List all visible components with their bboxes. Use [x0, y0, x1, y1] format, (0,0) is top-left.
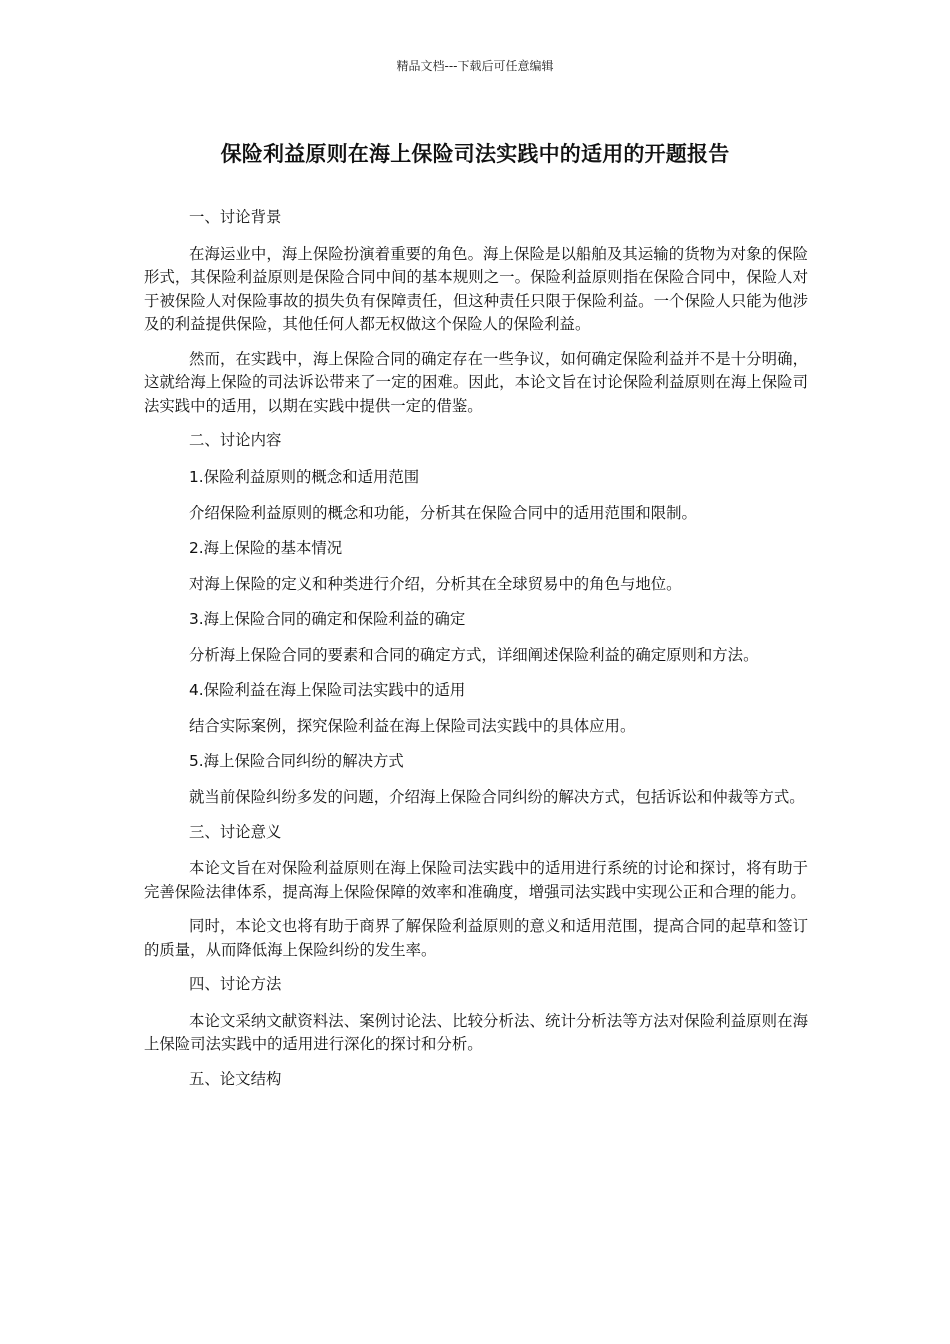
subheading: 2.海上保险的基本情况 [189, 538, 343, 557]
page-header: 精品文档---下载后可任意编辑 [396, 59, 554, 73]
section-heading-method: 四、讨论方法 [189, 975, 282, 993]
section-heading-significance: 三、讨论意义 [189, 822, 282, 841]
subheading: 5.海上保险合同纠纷的解决方式 [189, 751, 404, 770]
paragraph: 介绍保险利益原则的概念和功能，分析其在保险合同中的适用范围和限制。 [189, 504, 697, 522]
document-title: 保险利益原则在海上保险司法实践中的适用的开题报告 [220, 142, 730, 166]
section-heading-background: 一、讨论背景 [189, 208, 282, 226]
subheading: 1.保险利益原则的概念和适用范围 [189, 467, 420, 486]
subheading: 3.海上保险合同的确定和保险利益的确定 [189, 609, 466, 628]
paragraph: 在海运业中，海上保险扮演着重要的角色。海上保险是以船舶及其运输的货物为对象的保险形式，其保险利益原则是保险合同中间的基本规则之一。保险利益原则指在保险合同中，保险人对于被保险人对保险事故的损失负有保障责任，但这种责任只限于保险利益。一个保险人只能为他涉及的利益提供保险，其他任何人都无权做这个保险人的保险利益。 [144, 244, 808, 333]
paragraph: 就当前保险纠纷多发的问题，介绍海上保险合同纠纷的解决方式，包括诉讼和仲裁等方式。 [189, 788, 805, 806]
paragraph: 分析海上保险合同的要素和合同的确定方式，详细阐述保险利益的确定原则和方法。 [189, 646, 759, 664]
paragraph: 对海上保险的定义和种类进行介绍，分析其在全球贸易中的角色与地位。 [189, 575, 682, 593]
section-heading-structure: 五、论文结构 [189, 1069, 282, 1088]
paragraph: 同时，本论文也将有助于商界了解保险利益原则的意义和适用范围，提高合同的起草和签订的质量，从而降低海上保险纠纷的发生率。 [144, 917, 808, 959]
paragraph: 结合实际案例，探究保险利益在海上保险司法实践中的具体应用。 [189, 717, 636, 735]
subheading: 4.保险利益在海上保险司法实践中的适用 [189, 680, 466, 699]
paragraph: 本论文旨在对保险利益原则在海上保险司法实践中的适用进行系统的讨论和探讨，将有助于完善保险法律体系，提高海上保险保障的效率和准确度，增强司法实践中实现公正和合理的能力。 [144, 859, 808, 901]
paragraph: 本论文采纳文献资料法、案例讨论法、比较分析法、统计分析法等方法对保险利益原则在海上保险司法实践中的适用进行深化的探讨和分析。 [144, 1011, 808, 1053]
paragraph: 然而，在实践中，海上保险合同的确定存在一些争议，如何确定保险利益并不是十分明确，这就给海上保险的司法诉讼带来了一定的困难。因此，本论文旨在讨论保险利益原则在海上保险司法实践中的适用，以期在实践中提供一定的借鉴。 [144, 349, 808, 415]
section-heading-content: 二、讨论内容 [189, 431, 282, 449]
document-body [144, 206, 808, 1104]
